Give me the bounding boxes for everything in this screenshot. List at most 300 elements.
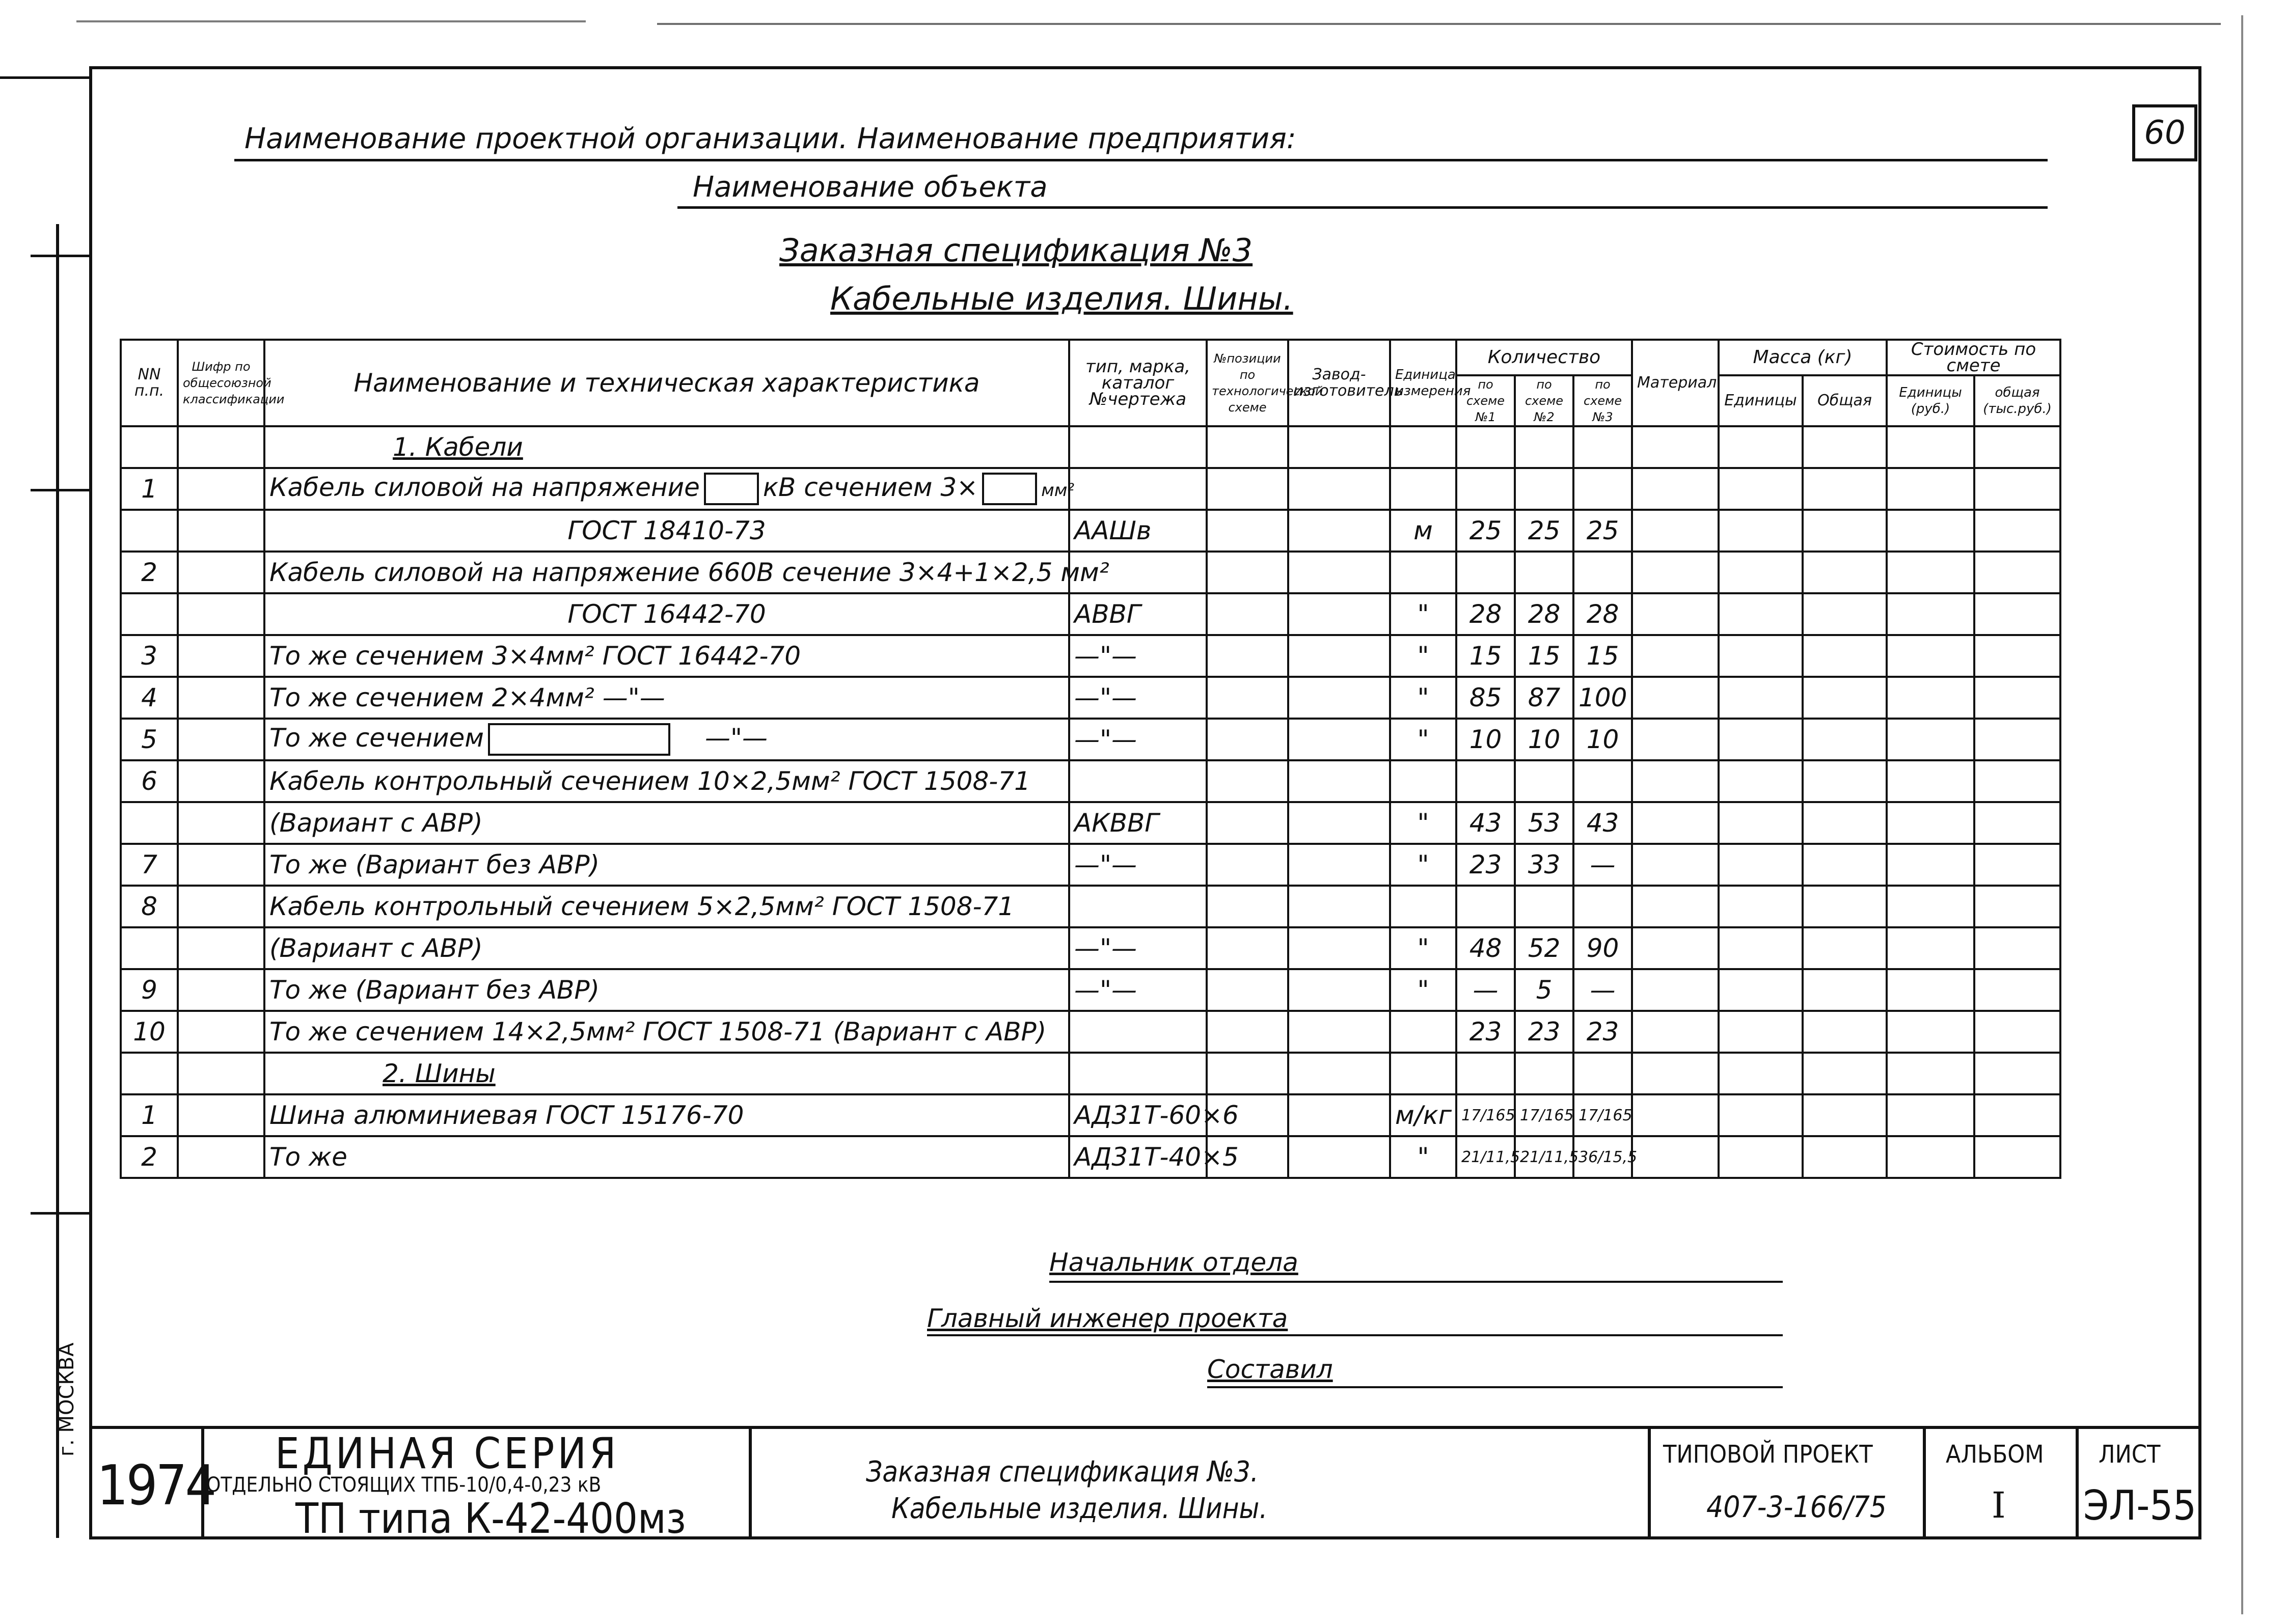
cell-nn: 1 bbox=[121, 1094, 178, 1136]
cell-mass-total bbox=[1803, 844, 1887, 886]
col-cost: Стоимость по смете bbox=[1887, 340, 2060, 375]
cell-cost-total bbox=[1974, 510, 2060, 552]
name-part: Кабель силовой на напряжение bbox=[269, 472, 700, 502]
cell-type: АВВГ bbox=[1069, 593, 1207, 635]
col-quantity: Количество bbox=[1456, 340, 1632, 375]
chief-of-department: Начальник отдела bbox=[1049, 1248, 1298, 1277]
cell-cost-total bbox=[1974, 927, 2060, 969]
table-row bbox=[121, 677, 2060, 719]
cell-type bbox=[1069, 1011, 1207, 1053]
cell-cost-unit bbox=[1887, 1011, 1974, 1053]
cell-qty-2 bbox=[1515, 552, 1573, 593]
cell-nn: 4 bbox=[121, 677, 178, 719]
specification-table bbox=[120, 339, 2061, 1179]
cell-material bbox=[1632, 760, 1719, 802]
cell-unit bbox=[1390, 760, 1456, 802]
col-material: Материал bbox=[1632, 340, 1719, 426]
cell-cost-unit bbox=[1887, 635, 1974, 677]
cell-qty-3: 23 bbox=[1573, 1011, 1632, 1053]
compiled-by: Составил bbox=[1207, 1355, 1333, 1384]
cell-nn: 6 bbox=[121, 760, 178, 802]
cell-maker bbox=[1288, 1136, 1390, 1178]
cell-mass-unit bbox=[1719, 1053, 1803, 1094]
cell-cost-total bbox=[1974, 969, 2060, 1011]
cell-qty-1 bbox=[1456, 1053, 1515, 1094]
cell-unit: " bbox=[1390, 677, 1456, 719]
cell-code bbox=[178, 635, 264, 677]
cell-position bbox=[1207, 719, 1288, 760]
cell-qty-3 bbox=[1573, 468, 1632, 510]
table-row bbox=[121, 886, 2060, 927]
cell-type bbox=[1069, 426, 1207, 468]
cell-code bbox=[178, 969, 264, 1011]
cell-qty-1: 25 bbox=[1456, 510, 1515, 552]
cell-position bbox=[1207, 886, 1288, 927]
stamp-series-tp: ТП типа К-42-400мз bbox=[295, 1495, 686, 1543]
cell-name: ГОСТ 16442-70 bbox=[264, 593, 1069, 635]
cell-cost-total bbox=[1974, 886, 2060, 927]
cell-qty-1: — bbox=[1456, 969, 1515, 1011]
cell-qty-1: 10 bbox=[1456, 719, 1515, 760]
cell-mass-unit bbox=[1719, 802, 1803, 844]
cell-qty-1: 23 bbox=[1456, 1011, 1515, 1053]
cell-cost-unit bbox=[1887, 426, 1974, 468]
cell-position bbox=[1207, 802, 1288, 844]
stamp-album-value: I bbox=[1992, 1484, 2006, 1526]
cell-qty-3: 15 bbox=[1573, 635, 1632, 677]
cell-qty-3: — bbox=[1573, 844, 1632, 886]
cell-cost-unit bbox=[1887, 677, 1974, 719]
stamp-divider bbox=[1648, 1426, 1651, 1539]
cell-material bbox=[1632, 802, 1719, 844]
cell-type: —"— bbox=[1069, 635, 1207, 677]
col-code: Шифр по общесоюзной классификации bbox=[178, 340, 264, 426]
stamp-year: 1974 bbox=[97, 1454, 215, 1518]
cell-name: Кабель силовой на напряжение 660В сечение 3×4+1×2,5 мм² bbox=[264, 552, 1069, 593]
cell-qty-1 bbox=[1456, 468, 1515, 510]
left-margin-tick bbox=[31, 1212, 91, 1215]
cell-type: —"— bbox=[1069, 677, 1207, 719]
left-margin-tick bbox=[31, 489, 91, 491]
cell-cost-unit bbox=[1887, 552, 1974, 593]
cell-cost-total bbox=[1974, 1094, 2060, 1136]
cell-name: 1. Кабели bbox=[264, 426, 1069, 468]
cell-unit: м bbox=[1390, 510, 1456, 552]
cell-qty-3: 43 bbox=[1573, 802, 1632, 844]
spec-title: Заказная спецификация №3 bbox=[779, 232, 1253, 269]
table-row bbox=[121, 426, 2060, 468]
col-unit: Единица измерения bbox=[1390, 340, 1456, 426]
cell-cost-total bbox=[1974, 468, 2060, 510]
cell-nn: 5 bbox=[121, 719, 178, 760]
cell-mass-total bbox=[1803, 1011, 1887, 1053]
cell-code bbox=[178, 802, 264, 844]
left-margin-line bbox=[56, 224, 59, 1538]
cell-position bbox=[1207, 844, 1288, 886]
cell-material bbox=[1632, 969, 1719, 1011]
cell-unit bbox=[1390, 886, 1456, 927]
cell-qty-2 bbox=[1515, 426, 1573, 468]
cell-unit bbox=[1390, 468, 1456, 510]
right-edge-mark bbox=[2241, 15, 2243, 1614]
cell-nn bbox=[121, 802, 178, 844]
cell-maker bbox=[1288, 886, 1390, 927]
cell-unit: " bbox=[1390, 593, 1456, 635]
cell-name: То же сечением 3×4мм² ГОСТ 16442-70 bbox=[264, 635, 1069, 677]
cell-name: Шина алюминиевая ГОСТ 15176-70 bbox=[264, 1094, 1069, 1136]
chief-engineer: Главный инженер проекта bbox=[927, 1304, 1288, 1333]
col-qty-2: по схеме №2 bbox=[1515, 375, 1573, 426]
cell-mass-unit bbox=[1719, 844, 1803, 886]
cell-maker bbox=[1288, 969, 1390, 1011]
name-part: мм² bbox=[1041, 480, 1075, 501]
cell-cost-total bbox=[1974, 760, 2060, 802]
cell-position bbox=[1207, 426, 1288, 468]
table-row bbox=[121, 1011, 2060, 1053]
cell-cost-total bbox=[1974, 677, 2060, 719]
cell-cost-unit bbox=[1887, 1053, 1974, 1094]
table-body bbox=[121, 426, 2060, 1178]
cell-qty-2: 33 bbox=[1515, 844, 1573, 886]
cell-qty-2 bbox=[1515, 468, 1573, 510]
cell-qty-2: 53 bbox=[1515, 802, 1573, 844]
cell-nn: 3 bbox=[121, 635, 178, 677]
name-part: кВ сечением 3× bbox=[763, 472, 978, 502]
cell-material bbox=[1632, 844, 1719, 886]
cell-qty-3 bbox=[1573, 886, 1632, 927]
cell-name: То же сечением 14×2,5мм² ГОСТ 1508-71 (Вариант с АВР) bbox=[264, 1011, 1069, 1053]
cell-mass-total bbox=[1803, 969, 1887, 1011]
table-row bbox=[121, 1136, 2060, 1178]
cell-mass-total bbox=[1803, 1136, 1887, 1178]
cell-unit: " bbox=[1390, 844, 1456, 886]
cell-code bbox=[178, 1136, 264, 1178]
cell-material bbox=[1632, 635, 1719, 677]
cell-mass-total bbox=[1803, 468, 1887, 510]
table-row bbox=[121, 760, 2060, 802]
cell-qty-2: 28 bbox=[1515, 593, 1573, 635]
cell-position bbox=[1207, 593, 1288, 635]
stamp-document-title-1: Заказная спецификация №3. bbox=[866, 1455, 1259, 1489]
cell-position bbox=[1207, 510, 1288, 552]
cell-cost-total bbox=[1974, 719, 2060, 760]
stamp-project-value: 407-3-166/75 bbox=[1706, 1490, 1887, 1524]
cell-mass-unit bbox=[1719, 886, 1803, 927]
cell-code bbox=[178, 844, 264, 886]
cell-type: ААШв bbox=[1069, 510, 1207, 552]
cell-mass-unit bbox=[1719, 593, 1803, 635]
cell-qty-2: 17/165 bbox=[1515, 1094, 1573, 1136]
cell-unit bbox=[1390, 552, 1456, 593]
cell-cost-total bbox=[1974, 635, 2060, 677]
cell-qty-1 bbox=[1456, 426, 1515, 468]
cell-unit bbox=[1390, 1011, 1456, 1053]
sheet-number: 60 bbox=[2132, 104, 2197, 161]
cell-cost-total bbox=[1974, 426, 2060, 468]
cell-qty-3 bbox=[1573, 760, 1632, 802]
cell-name bbox=[264, 719, 1069, 760]
cell-maker bbox=[1288, 468, 1390, 510]
cell-type bbox=[1069, 468, 1207, 510]
stamp-divider bbox=[2076, 1426, 2079, 1539]
table-row bbox=[121, 844, 2060, 886]
cell-code bbox=[178, 593, 264, 635]
cell-qty-1: 28 bbox=[1456, 593, 1515, 635]
cell-maker bbox=[1288, 719, 1390, 760]
chief-engineer-line bbox=[927, 1334, 1783, 1336]
organization-line: Наименование проектной организации. Наименование предприятия: bbox=[244, 122, 1296, 155]
cell-maker bbox=[1288, 1094, 1390, 1136]
cell-name: Кабель контрольный сечением 10×2,5мм² ГОСТ 1508-71 bbox=[264, 760, 1069, 802]
cell-material bbox=[1632, 677, 1719, 719]
cell-mass-total bbox=[1803, 552, 1887, 593]
cell-material bbox=[1632, 927, 1719, 969]
cell-unit: " bbox=[1390, 969, 1456, 1011]
cell-code bbox=[178, 510, 264, 552]
cell-qty-1 bbox=[1456, 552, 1515, 593]
cell-type: АКВВГ bbox=[1069, 802, 1207, 844]
cell-mass-unit bbox=[1719, 719, 1803, 760]
col-cost-unit: Единицы (руб.) bbox=[1887, 375, 1974, 426]
cell-cost-unit bbox=[1887, 969, 1974, 1011]
cell-name: Кабель контрольный сечением 5×2,5мм² ГОСТ 1508-71 bbox=[264, 886, 1069, 927]
cell-type: —"— bbox=[1069, 719, 1207, 760]
cell-cost-unit bbox=[1887, 844, 1974, 886]
cell-qty-2: 25 bbox=[1515, 510, 1573, 552]
cell-maker bbox=[1288, 844, 1390, 886]
cell-qty-3: 10 bbox=[1573, 719, 1632, 760]
cell-mass-total bbox=[1803, 802, 1887, 844]
cell-code bbox=[178, 677, 264, 719]
col-mass-total: Общая bbox=[1803, 375, 1887, 426]
cell-mass-unit bbox=[1719, 510, 1803, 552]
cell-mass-unit bbox=[1719, 552, 1803, 593]
cell-unit: " bbox=[1390, 927, 1456, 969]
cell-material bbox=[1632, 1136, 1719, 1178]
cell-material bbox=[1632, 886, 1719, 927]
cell-qty-1 bbox=[1456, 886, 1515, 927]
cell-nn: 10 bbox=[121, 1011, 178, 1053]
cell-cost-total bbox=[1974, 593, 2060, 635]
cell-qty-2: 23 bbox=[1515, 1011, 1573, 1053]
cell-cost-unit bbox=[1887, 886, 1974, 927]
cell-material bbox=[1632, 468, 1719, 510]
table-row bbox=[121, 719, 2060, 760]
cell-code bbox=[178, 719, 264, 760]
cell-cost-unit bbox=[1887, 760, 1974, 802]
col-type: тип, марка, каталог №чертежа bbox=[1069, 340, 1207, 426]
stamp-divider bbox=[1923, 1426, 1926, 1539]
cell-position bbox=[1207, 552, 1288, 593]
cell-mass-total bbox=[1803, 927, 1887, 969]
cell-name: То же (Вариант без АВР) bbox=[264, 844, 1069, 886]
cell-name: То же (Вариант без АВР) bbox=[264, 969, 1069, 1011]
left-margin-tick bbox=[31, 255, 91, 257]
cell-qty-1: 85 bbox=[1456, 677, 1515, 719]
cell-maker bbox=[1288, 426, 1390, 468]
cell-qty-3: 90 bbox=[1573, 927, 1632, 969]
cell-qty-1: 17/165 bbox=[1456, 1094, 1515, 1136]
cell-cost-unit bbox=[1887, 593, 1974, 635]
cell-code bbox=[178, 1094, 264, 1136]
cell-cost-unit bbox=[1887, 802, 1974, 844]
cell-maker bbox=[1288, 760, 1390, 802]
cell-qty-2: 15 bbox=[1515, 635, 1573, 677]
cell-maker bbox=[1288, 802, 1390, 844]
chief-of-department-line bbox=[1049, 1281, 1783, 1283]
cell-unit: " bbox=[1390, 719, 1456, 760]
cell-nn: 1 bbox=[121, 468, 178, 510]
cell-mass-unit bbox=[1719, 426, 1803, 468]
cell-mass-unit bbox=[1719, 468, 1803, 510]
cell-qty-1: 23 bbox=[1456, 844, 1515, 886]
cell-material bbox=[1632, 552, 1719, 593]
cell-qty-1 bbox=[1456, 760, 1515, 802]
cell-mass-unit bbox=[1719, 1136, 1803, 1178]
cell-cost-total bbox=[1974, 1136, 2060, 1178]
cell-position bbox=[1207, 1053, 1288, 1094]
top-edge-mark bbox=[76, 20, 586, 22]
cell-nn: 7 bbox=[121, 844, 178, 886]
table-row bbox=[121, 969, 2060, 1011]
col-maker: Завод-изготовитель bbox=[1288, 340, 1390, 426]
col-qty-3: по схеме №3 bbox=[1573, 375, 1632, 426]
name-part: То же сечением bbox=[269, 723, 484, 753]
cell-qty-2 bbox=[1515, 886, 1573, 927]
cell-cost-unit bbox=[1887, 927, 1974, 969]
cell-nn bbox=[121, 593, 178, 635]
cell-code bbox=[178, 552, 264, 593]
cell-maker bbox=[1288, 510, 1390, 552]
cell-mass-total bbox=[1803, 510, 1887, 552]
cell-name: (Вариант с АВР) bbox=[264, 927, 1069, 969]
cell-code bbox=[178, 1011, 264, 1053]
cell-type bbox=[1069, 760, 1207, 802]
cell-material bbox=[1632, 593, 1719, 635]
cell-code bbox=[178, 760, 264, 802]
cell-nn bbox=[121, 927, 178, 969]
blank-section-box bbox=[488, 723, 670, 756]
cell-position bbox=[1207, 969, 1288, 1011]
cell-code bbox=[178, 1053, 264, 1094]
cell-material bbox=[1632, 1094, 1719, 1136]
cell-unit bbox=[1390, 1053, 1456, 1094]
cell-name: То же bbox=[264, 1136, 1069, 1178]
top-edge-mark bbox=[657, 23, 2221, 25]
cell-name: (Вариант с АВР) bbox=[264, 802, 1069, 844]
object-line: Наименование объекта bbox=[693, 171, 1048, 204]
cell-name: ГОСТ 18410-73 bbox=[264, 510, 1069, 552]
cell-maker bbox=[1288, 677, 1390, 719]
cell-type bbox=[1069, 886, 1207, 927]
organization-underline bbox=[234, 159, 2048, 161]
col-qty-1: по схеме №1 bbox=[1456, 375, 1515, 426]
cell-mass-total bbox=[1803, 635, 1887, 677]
table-row bbox=[121, 927, 2060, 969]
cell-nn: 9 bbox=[121, 969, 178, 1011]
cell-name bbox=[264, 468, 1075, 510]
table-row bbox=[121, 593, 2060, 635]
cell-cost-total bbox=[1974, 1053, 2060, 1094]
table-row bbox=[121, 552, 2060, 593]
cell-name: То же сечением 2×4мм² —"— bbox=[264, 677, 1069, 719]
cell-qty-2: 10 bbox=[1515, 719, 1573, 760]
cell-unit bbox=[1390, 426, 1456, 468]
cell-qty-1: 21/11,5 bbox=[1456, 1136, 1515, 1178]
cell-unit: " bbox=[1390, 635, 1456, 677]
cell-qty-3 bbox=[1573, 552, 1632, 593]
cell-position bbox=[1207, 760, 1288, 802]
stamp-project-label: ТИПОВОЙ ПРОЕКТ bbox=[1663, 1440, 1873, 1469]
cell-mass-total bbox=[1803, 886, 1887, 927]
cell-qty-2 bbox=[1515, 760, 1573, 802]
cell-cost-total bbox=[1974, 844, 2060, 886]
cell-maker bbox=[1288, 552, 1390, 593]
name-part: —"— bbox=[704, 723, 768, 753]
stamp-series-subtitle: ОТДЕЛЬНО СТОЯЩИХ ТПБ-10/0,4-0,23 кВ bbox=[206, 1473, 602, 1497]
spec-subtitle: Кабельные изделия. Шины. bbox=[830, 280, 1293, 317]
cell-mass-total bbox=[1803, 1094, 1887, 1136]
cell-nn: 2 bbox=[121, 1136, 178, 1178]
cell-material bbox=[1632, 1011, 1719, 1053]
cell-position bbox=[1207, 1011, 1288, 1053]
cell-mass-unit bbox=[1719, 969, 1803, 1011]
cell-cost-total bbox=[1974, 802, 2060, 844]
cell-type bbox=[1069, 1053, 1207, 1094]
cell-qty-3: — bbox=[1573, 969, 1632, 1011]
cell-mass-total bbox=[1803, 677, 1887, 719]
cell-type: АД31Т-40×5 bbox=[1069, 1136, 1207, 1178]
cell-mass-unit bbox=[1719, 677, 1803, 719]
cell-maker bbox=[1288, 1011, 1390, 1053]
cell-type: —"— bbox=[1069, 927, 1207, 969]
cell-mass-total bbox=[1803, 426, 1887, 468]
table-row bbox=[121, 510, 2060, 552]
cell-mass-total bbox=[1803, 593, 1887, 635]
cell-unit: " bbox=[1390, 1136, 1456, 1178]
cell-unit: " bbox=[1390, 802, 1456, 844]
cell-material bbox=[1632, 426, 1719, 468]
cell-position bbox=[1207, 927, 1288, 969]
cell-name: 2. Шины bbox=[264, 1053, 1069, 1094]
blank-section-box bbox=[982, 473, 1037, 505]
cell-nn bbox=[121, 1053, 178, 1094]
col-name: Наименование и техническая характеристика bbox=[264, 340, 1069, 426]
table-row bbox=[121, 802, 2060, 844]
col-nn: NN п.п. bbox=[121, 340, 178, 426]
cell-mass-unit bbox=[1719, 635, 1803, 677]
stamp-series-title: ЕДИНАЯ СЕРИЯ bbox=[275, 1428, 619, 1478]
cell-qty-2: 5 bbox=[1515, 969, 1573, 1011]
cell-maker bbox=[1288, 1053, 1390, 1094]
cell-cost-unit bbox=[1887, 1094, 1974, 1136]
cell-maker bbox=[1288, 635, 1390, 677]
cell-qty-3 bbox=[1573, 426, 1632, 468]
side-city-stamp: г. МОСКВА bbox=[55, 1342, 78, 1456]
cell-material bbox=[1632, 719, 1719, 760]
cell-material bbox=[1632, 510, 1719, 552]
cell-position bbox=[1207, 468, 1288, 510]
cell-nn: 8 bbox=[121, 886, 178, 927]
stamp-sheet-value: ЭЛ-55 bbox=[2083, 1482, 2196, 1529]
cell-position bbox=[1207, 635, 1288, 677]
col-mass-unit: Единицы bbox=[1719, 375, 1803, 426]
object-underline bbox=[677, 206, 2048, 209]
cell-qty-2: 52 bbox=[1515, 927, 1573, 969]
cell-qty-1: 48 bbox=[1456, 927, 1515, 969]
table-row bbox=[121, 1053, 2060, 1094]
cell-cost-total bbox=[1974, 552, 2060, 593]
